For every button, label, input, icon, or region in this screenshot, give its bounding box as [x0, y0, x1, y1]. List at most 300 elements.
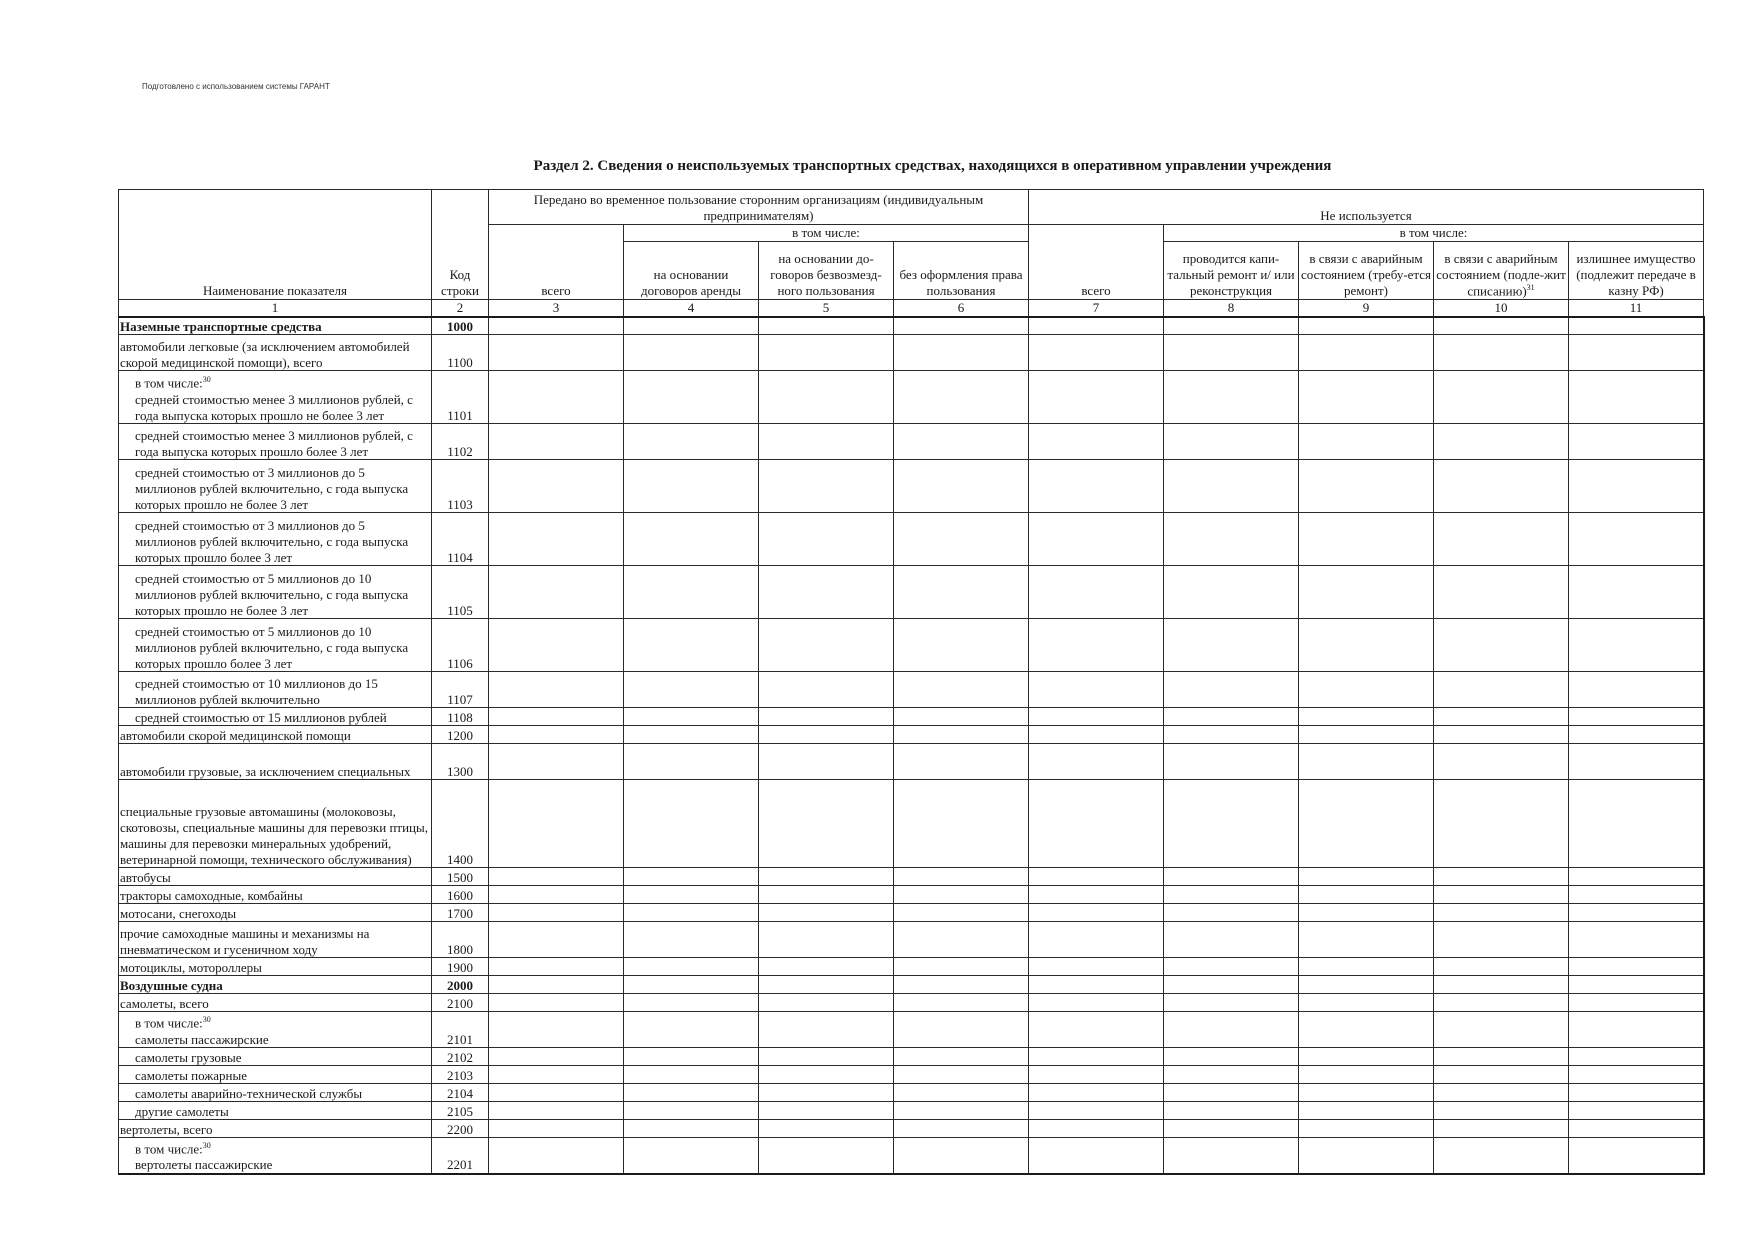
col-header-name: Наименование показателя: [119, 190, 432, 300]
value-cell-col-4[interactable]: [624, 976, 759, 994]
value-cell-col-11[interactable]: [1569, 371, 1704, 424]
value-cell-col-10[interactable]: [1434, 566, 1569, 619]
value-cell-col-10[interactable]: [1434, 317, 1569, 335]
value-cell-col-11[interactable]: [1569, 1102, 1704, 1120]
value-cell-col-5[interactable]: [759, 886, 894, 904]
value-cell-col-7[interactable]: [1029, 424, 1164, 460]
value-cell-col-10[interactable]: [1434, 513, 1569, 566]
value-cell-col-3[interactable]: [489, 1048, 624, 1066]
row-label: самолеты грузовые: [135, 1049, 242, 1065]
value-cell-col-4[interactable]: [624, 744, 759, 780]
value-cell-col-9[interactable]: [1299, 460, 1434, 513]
value-cell-col-10[interactable]: [1434, 460, 1569, 513]
value-cell-col-4[interactable]: [624, 868, 759, 886]
value-cell-col-6[interactable]: [894, 922, 1029, 958]
value-cell-col-5[interactable]: [759, 976, 894, 994]
value-cell-col-7[interactable]: [1029, 922, 1164, 958]
value-cell-col-7[interactable]: [1029, 619, 1164, 672]
value-cell-col-7[interactable]: [1029, 904, 1164, 922]
value-cell-col-9[interactable]: [1299, 708, 1434, 726]
value-cell-col-10[interactable]: [1434, 708, 1569, 726]
row-name: [119, 868, 432, 886]
value-cell-col-7[interactable]: [1029, 460, 1164, 513]
value-cell-col-8[interactable]: [1164, 513, 1299, 566]
value-cell-col-4[interactable]: [624, 1048, 759, 1066]
value-cell-col-5[interactable]: [759, 994, 894, 1012]
row-label: автомобили грузовые, за исключением специальных: [120, 763, 411, 779]
value-cell-col-10[interactable]: [1434, 672, 1569, 708]
value-cell-col-3[interactable]: [489, 886, 624, 904]
value-cell-col-11[interactable]: [1569, 1084, 1704, 1102]
value-cell-col-10[interactable]: [1434, 726, 1569, 744]
value-cell-col-11[interactable]: [1569, 1066, 1704, 1084]
row-prefix: в том числе:$^{30}$: [135, 375, 211, 391]
value-cell-col-3[interactable]: [489, 994, 624, 1012]
value-cell-col-7[interactable]: [1029, 371, 1164, 424]
value-cell-col-7[interactable]: [1029, 1120, 1164, 1138]
value-cell-col-9[interactable]: [1299, 424, 1434, 460]
value-cell-col-8[interactable]: [1164, 672, 1299, 708]
value-cell-col-6[interactable]: [894, 708, 1029, 726]
value-cell-col-4[interactable]: [624, 958, 759, 976]
value-cell-col-7[interactable]: [1029, 726, 1164, 744]
value-cell-col-5[interactable]: [759, 460, 894, 513]
value-cell-col-4[interactable]: [624, 886, 759, 904]
row-code: 1000: [432, 317, 489, 335]
value-cell-col-5[interactable]: [759, 566, 894, 619]
value-cell-col-11[interactable]: [1569, 780, 1704, 868]
value-cell-col-4[interactable]: [624, 904, 759, 922]
value-cell-col-11[interactable]: [1569, 904, 1704, 922]
table-row: [119, 619, 1704, 672]
value-cell-col-7[interactable]: [1029, 1138, 1164, 1174]
col-header-unused: Не используется: [1029, 190, 1704, 225]
value-cell-col-5[interactable]: [759, 1102, 894, 1120]
value-cell-col-4[interactable]: [624, 424, 759, 460]
col-header-rent: на основании договоров аренды: [624, 242, 759, 300]
value-cell-col-4[interactable]: [624, 708, 759, 726]
value-cell-col-8[interactable]: [1164, 708, 1299, 726]
value-cell-col-5[interactable]: [759, 958, 894, 976]
table-row: [119, 1120, 1704, 1138]
value-cell-col-6[interactable]: [894, 317, 1029, 335]
row-name: [119, 424, 432, 460]
value-cell-col-11[interactable]: [1569, 1120, 1704, 1138]
value-cell-col-7[interactable]: [1029, 958, 1164, 976]
table-row: [119, 513, 1704, 566]
value-cell-col-8[interactable]: [1164, 460, 1299, 513]
value-cell-col-9[interactable]: [1299, 958, 1434, 976]
col-header-transferred: Передано во временное пользование сторонним организациям (индивидуальным предпринимателям): [489, 190, 1029, 225]
value-cell-col-7[interactable]: [1029, 513, 1164, 566]
row-label: автобусы: [120, 869, 171, 885]
value-cell-col-7[interactable]: [1029, 566, 1164, 619]
value-cell-col-3[interactable]: [489, 1084, 624, 1102]
value-cell-col-10[interactable]: [1434, 1138, 1569, 1174]
value-cell-col-5[interactable]: [759, 371, 894, 424]
value-cell-col-3[interactable]: [489, 371, 624, 424]
value-cell-col-11[interactable]: [1569, 513, 1704, 566]
row-label: средней стоимостью от 3 миллионов до 5 миллионов рублей включительно, с года выпуска которых прошло не более 3 лет: [135, 464, 409, 512]
value-cell-col-4[interactable]: [624, 994, 759, 1012]
value-cell-col-3[interactable]: [489, 424, 624, 460]
value-cell-col-7[interactable]: [1029, 335, 1164, 371]
value-cell-col-5[interactable]: [759, 744, 894, 780]
value-cell-col-10[interactable]: [1434, 619, 1569, 672]
value-cell-col-11[interactable]: [1569, 958, 1704, 976]
value-cell-col-6[interactable]: [894, 976, 1029, 994]
value-cell-col-5[interactable]: [759, 708, 894, 726]
value-cell-col-7[interactable]: [1029, 886, 1164, 904]
value-cell-col-7[interactable]: [1029, 1012, 1164, 1048]
value-cell-col-7[interactable]: [1029, 868, 1164, 886]
value-cell-col-6[interactable]: [894, 335, 1029, 371]
value-cell-col-5[interactable]: [759, 619, 894, 672]
value-cell-col-8[interactable]: [1164, 1084, 1299, 1102]
value-cell-col-11[interactable]: [1569, 1012, 1704, 1048]
row-code: 1101: [432, 371, 489, 424]
value-cell-col-6[interactable]: [894, 1012, 1029, 1048]
value-cell-col-7[interactable]: [1029, 672, 1164, 708]
value-cell-col-6[interactable]: [894, 994, 1029, 1012]
value-cell-col-11[interactable]: [1569, 922, 1704, 958]
value-cell-col-8[interactable]: [1164, 424, 1299, 460]
value-cell-col-7[interactable]: [1029, 744, 1164, 780]
value-cell-col-4[interactable]: [624, 1120, 759, 1138]
value-cell-col-8[interactable]: [1164, 904, 1299, 922]
value-cell-col-7[interactable]: [1029, 1084, 1164, 1102]
value-cell-col-3[interactable]: [489, 1012, 624, 1048]
value-cell-col-10[interactable]: [1434, 424, 1569, 460]
value-cell-col-10[interactable]: [1434, 886, 1569, 904]
value-cell-col-8[interactable]: [1164, 886, 1299, 904]
value-cell-col-3[interactable]: [489, 780, 624, 868]
value-cell-col-10[interactable]: [1434, 371, 1569, 424]
row-name: [119, 976, 432, 994]
value-cell-col-7[interactable]: [1029, 1102, 1164, 1120]
column-number: 1: [119, 300, 432, 317]
column-number: 7: [1029, 300, 1164, 317]
row-prefix: в том числе:$^{30}$: [135, 1140, 211, 1157]
value-cell-col-11[interactable]: [1569, 1048, 1704, 1066]
value-cell-col-9[interactable]: [1299, 1120, 1434, 1138]
row-code: 2100: [432, 994, 489, 1012]
value-cell-col-6[interactable]: [894, 424, 1029, 460]
table-row: [119, 780, 1704, 868]
row-name: [119, 1048, 432, 1066]
value-cell-col-6[interactable]: [894, 371, 1029, 424]
value-cell-col-6[interactable]: [894, 1102, 1029, 1120]
value-cell-col-11[interactable]: [1569, 886, 1704, 904]
value-cell-col-11[interactable]: [1569, 672, 1704, 708]
value-cell-col-4[interactable]: [624, 1102, 759, 1120]
value-cell-col-11[interactable]: [1569, 708, 1704, 726]
value-cell-col-9[interactable]: [1299, 726, 1434, 744]
table-row: [119, 868, 1704, 886]
value-cell-col-8[interactable]: [1164, 744, 1299, 780]
value-cell-col-6[interactable]: [894, 619, 1029, 672]
row-code: 1107: [432, 672, 489, 708]
value-cell-col-11[interactable]: [1569, 460, 1704, 513]
col-header-unused-incl: в том числе:: [1164, 225, 1704, 242]
value-cell-col-10[interactable]: [1434, 1048, 1569, 1066]
value-cell-col-9[interactable]: [1299, 672, 1434, 708]
value-cell-col-3[interactable]: [489, 1120, 624, 1138]
value-cell-col-9[interactable]: [1299, 1012, 1434, 1048]
value-cell-col-3[interactable]: [489, 904, 624, 922]
value-cell-col-10[interactable]: [1434, 1084, 1569, 1102]
value-cell-col-9[interactable]: [1299, 1138, 1434, 1174]
value-cell-col-10[interactable]: [1434, 994, 1569, 1012]
value-cell-col-9[interactable]: [1299, 886, 1434, 904]
value-cell-col-10[interactable]: [1434, 1012, 1569, 1048]
value-cell-col-6[interactable]: [894, 726, 1029, 744]
row-code: 1200: [432, 726, 489, 744]
value-cell-col-3[interactable]: [489, 922, 624, 958]
value-cell-col-3[interactable]: [489, 619, 624, 672]
value-cell-col-8[interactable]: [1164, 1138, 1299, 1174]
table-row: [119, 317, 1704, 335]
row-name: [119, 1084, 432, 1102]
value-cell-col-7[interactable]: [1029, 317, 1164, 335]
row-label: Воздушные судна: [120, 977, 223, 993]
value-cell-col-3[interactable]: [489, 566, 624, 619]
value-cell-col-3[interactable]: [489, 1066, 624, 1084]
value-cell-col-8[interactable]: [1164, 1048, 1299, 1066]
value-cell-col-4[interactable]: [624, 566, 759, 619]
value-cell-col-5[interactable]: [759, 317, 894, 335]
row-name: [119, 708, 432, 726]
row-code: 2000: [432, 976, 489, 994]
value-cell-col-5[interactable]: [759, 335, 894, 371]
value-cell-col-7[interactable]: [1029, 708, 1164, 726]
value-cell-col-5[interactable]: [759, 1066, 894, 1084]
row-name: [119, 1102, 432, 1120]
value-cell-col-4[interactable]: [624, 1012, 759, 1048]
value-cell-col-8[interactable]: [1164, 976, 1299, 994]
value-cell-col-8[interactable]: [1164, 317, 1299, 335]
value-cell-col-8[interactable]: [1164, 726, 1299, 744]
table-row: [119, 460, 1704, 513]
value-cell-col-6[interactable]: [894, 744, 1029, 780]
value-cell-col-3[interactable]: [489, 1102, 624, 1120]
row-code: 1500: [432, 868, 489, 886]
value-cell-col-7[interactable]: [1029, 1066, 1164, 1084]
value-cell-col-11[interactable]: [1569, 744, 1704, 780]
value-cell-col-5[interactable]: [759, 1012, 894, 1048]
value-cell-col-7[interactable]: [1029, 976, 1164, 994]
value-cell-col-6[interactable]: [894, 566, 1029, 619]
value-cell-col-8[interactable]: [1164, 1102, 1299, 1120]
value-cell-col-8[interactable]: [1164, 868, 1299, 886]
row-label: мотоциклы, мотороллеры: [120, 959, 262, 975]
row-label: средней стоимостью от 15 миллионов рублей: [135, 709, 387, 725]
column-number: 5: [759, 300, 894, 317]
row-code: 2200: [432, 1120, 489, 1138]
value-cell-col-9[interactable]: [1299, 513, 1434, 566]
value-cell-col-10[interactable]: [1434, 868, 1569, 886]
value-cell-col-9[interactable]: [1299, 1102, 1434, 1120]
value-cell-col-9[interactable]: [1299, 994, 1434, 1012]
value-cell-col-8[interactable]: [1164, 922, 1299, 958]
value-cell-col-4[interactable]: [624, 780, 759, 868]
value-cell-col-4[interactable]: [624, 317, 759, 335]
value-cell-col-4[interactable]: [624, 726, 759, 744]
value-cell-col-9[interactable]: [1299, 922, 1434, 958]
value-cell-col-4[interactable]: [624, 460, 759, 513]
value-cell-col-5[interactable]: [759, 868, 894, 886]
value-cell-col-6[interactable]: [894, 1066, 1029, 1084]
value-cell-col-9[interactable]: [1299, 335, 1434, 371]
value-cell-col-5[interactable]: [759, 672, 894, 708]
table-row: [119, 566, 1704, 619]
col-header-free-use: на основании до-говоров безвозмезд-ного пользования: [759, 242, 894, 300]
row-code: 1108: [432, 708, 489, 726]
value-cell-col-3[interactable]: [489, 744, 624, 780]
value-cell-col-6[interactable]: [894, 1084, 1029, 1102]
value-cell-col-10[interactable]: [1434, 780, 1569, 868]
row-label: мотосани, снегоходы: [120, 905, 237, 921]
value-cell-col-10[interactable]: [1434, 922, 1569, 958]
row-code: 1103: [432, 460, 489, 513]
value-cell-col-3[interactable]: [489, 726, 624, 744]
value-cell-col-5[interactable]: [759, 904, 894, 922]
value-cell-col-10[interactable]: [1434, 1102, 1569, 1120]
value-cell-col-5[interactable]: [759, 780, 894, 868]
value-cell-col-3[interactable]: [489, 868, 624, 886]
value-cell-col-8[interactable]: [1164, 1066, 1299, 1084]
value-cell-col-8[interactable]: [1164, 958, 1299, 976]
value-cell-col-4[interactable]: [624, 672, 759, 708]
value-cell-col-7[interactable]: [1029, 780, 1164, 868]
value-cell-col-10[interactable]: [1434, 958, 1569, 976]
value-cell-col-9[interactable]: [1299, 780, 1434, 868]
value-cell-col-8[interactable]: [1164, 619, 1299, 672]
value-cell-col-10[interactable]: [1434, 1066, 1569, 1084]
row-name: [119, 460, 432, 513]
value-cell-col-6[interactable]: [894, 780, 1029, 868]
table-row: [119, 1012, 1704, 1048]
value-cell-col-9[interactable]: [1299, 619, 1434, 672]
value-cell-col-3[interactable]: [489, 460, 624, 513]
value-cell-col-11[interactable]: [1569, 994, 1704, 1012]
value-cell-col-7[interactable]: [1029, 994, 1164, 1012]
value-cell-col-6[interactable]: [894, 1048, 1029, 1066]
value-cell-col-8[interactable]: [1164, 335, 1299, 371]
value-cell-col-8[interactable]: [1164, 371, 1299, 424]
value-cell-col-4[interactable]: [624, 513, 759, 566]
value-cell-col-10[interactable]: [1434, 744, 1569, 780]
value-cell-col-6[interactable]: [894, 1138, 1029, 1174]
value-cell-col-4[interactable]: [624, 335, 759, 371]
value-cell-col-8[interactable]: [1164, 994, 1299, 1012]
value-cell-col-3[interactable]: [489, 708, 624, 726]
value-cell-col-10[interactable]: [1434, 976, 1569, 994]
table-row: [119, 744, 1704, 780]
value-cell-col-5[interactable]: [759, 513, 894, 566]
value-cell-col-9[interactable]: [1299, 1048, 1434, 1066]
value-cell-col-4[interactable]: [624, 1066, 759, 1084]
value-cell-col-9[interactable]: [1299, 317, 1434, 335]
value-cell-col-4[interactable]: [624, 1084, 759, 1102]
value-cell-col-4[interactable]: [624, 922, 759, 958]
value-cell-col-3[interactable]: [489, 335, 624, 371]
value-cell-col-6[interactable]: [894, 1120, 1029, 1138]
table-row: [119, 335, 1704, 371]
value-cell-col-3[interactable]: [489, 672, 624, 708]
value-cell-col-5[interactable]: [759, 424, 894, 460]
value-cell-col-9[interactable]: [1299, 904, 1434, 922]
value-cell-col-8[interactable]: [1164, 1012, 1299, 1048]
value-cell-col-8[interactable]: [1164, 1120, 1299, 1138]
value-cell-col-9[interactable]: [1299, 744, 1434, 780]
value-cell-col-9[interactable]: [1299, 1084, 1434, 1102]
row-name: [119, 958, 432, 976]
value-cell-col-11[interactable]: [1569, 566, 1704, 619]
value-cell-col-5[interactable]: [759, 922, 894, 958]
value-cell-col-3[interactable]: [489, 513, 624, 566]
value-cell-col-8[interactable]: [1164, 566, 1299, 619]
value-cell-col-11[interactable]: [1569, 868, 1704, 886]
row-label: самолеты, всего: [120, 995, 209, 1011]
value-cell-col-4[interactable]: [624, 1138, 759, 1174]
value-cell-col-3[interactable]: [489, 958, 624, 976]
value-cell-col-3[interactable]: [489, 317, 624, 335]
value-cell-col-4[interactable]: [624, 371, 759, 424]
value-cell-col-11[interactable]: [1569, 335, 1704, 371]
value-cell-col-5[interactable]: [759, 1084, 894, 1102]
value-cell-col-7[interactable]: [1029, 1048, 1164, 1066]
row-label: другие самолеты: [135, 1103, 229, 1119]
value-cell-col-6[interactable]: [894, 672, 1029, 708]
value-cell-col-9[interactable]: [1299, 868, 1434, 886]
value-cell-col-9[interactable]: [1299, 566, 1434, 619]
value-cell-col-4[interactable]: [624, 619, 759, 672]
value-cell-col-6[interactable]: [894, 868, 1029, 886]
value-cell-col-11[interactable]: [1569, 424, 1704, 460]
value-cell-col-3[interactable]: [489, 1138, 624, 1174]
value-cell-col-11[interactable]: [1569, 317, 1704, 335]
value-cell-col-6[interactable]: [894, 958, 1029, 976]
value-cell-col-8[interactable]: [1164, 780, 1299, 868]
value-cell-col-10[interactable]: [1434, 335, 1569, 371]
value-cell-col-11[interactable]: [1569, 726, 1704, 744]
value-cell-col-6[interactable]: [894, 513, 1029, 566]
value-cell-col-9[interactable]: [1299, 976, 1434, 994]
row-code: 1102: [432, 424, 489, 460]
value-cell-col-10[interactable]: [1434, 1120, 1569, 1138]
value-cell-col-5[interactable]: [759, 1048, 894, 1066]
row-name: [119, 619, 432, 672]
value-cell-col-5[interactable]: [759, 726, 894, 744]
value-cell-col-9[interactable]: [1299, 1066, 1434, 1084]
row-name: [119, 335, 432, 371]
value-cell-col-10[interactable]: [1434, 904, 1569, 922]
value-cell-col-11[interactable]: [1569, 1138, 1704, 1174]
value-cell-col-5[interactable]: [759, 1120, 894, 1138]
table-row: [119, 1102, 1704, 1120]
row-prefix: в том числе:$^{30}$: [135, 1015, 211, 1031]
value-cell-col-6[interactable]: [894, 886, 1029, 904]
value-cell-col-11[interactable]: [1569, 976, 1704, 994]
value-cell-col-3[interactable]: [489, 976, 624, 994]
value-cell-col-11[interactable]: [1569, 619, 1704, 672]
value-cell-col-6[interactable]: [894, 904, 1029, 922]
value-cell-col-9[interactable]: [1299, 371, 1434, 424]
value-cell-col-5[interactable]: [759, 1138, 894, 1174]
row-label: средней стоимостью от 5 миллионов до 10 миллионов рублей включительно, с года выпуска которых прошло не более 3 лет: [135, 570, 409, 618]
value-cell-col-6[interactable]: [894, 460, 1029, 513]
